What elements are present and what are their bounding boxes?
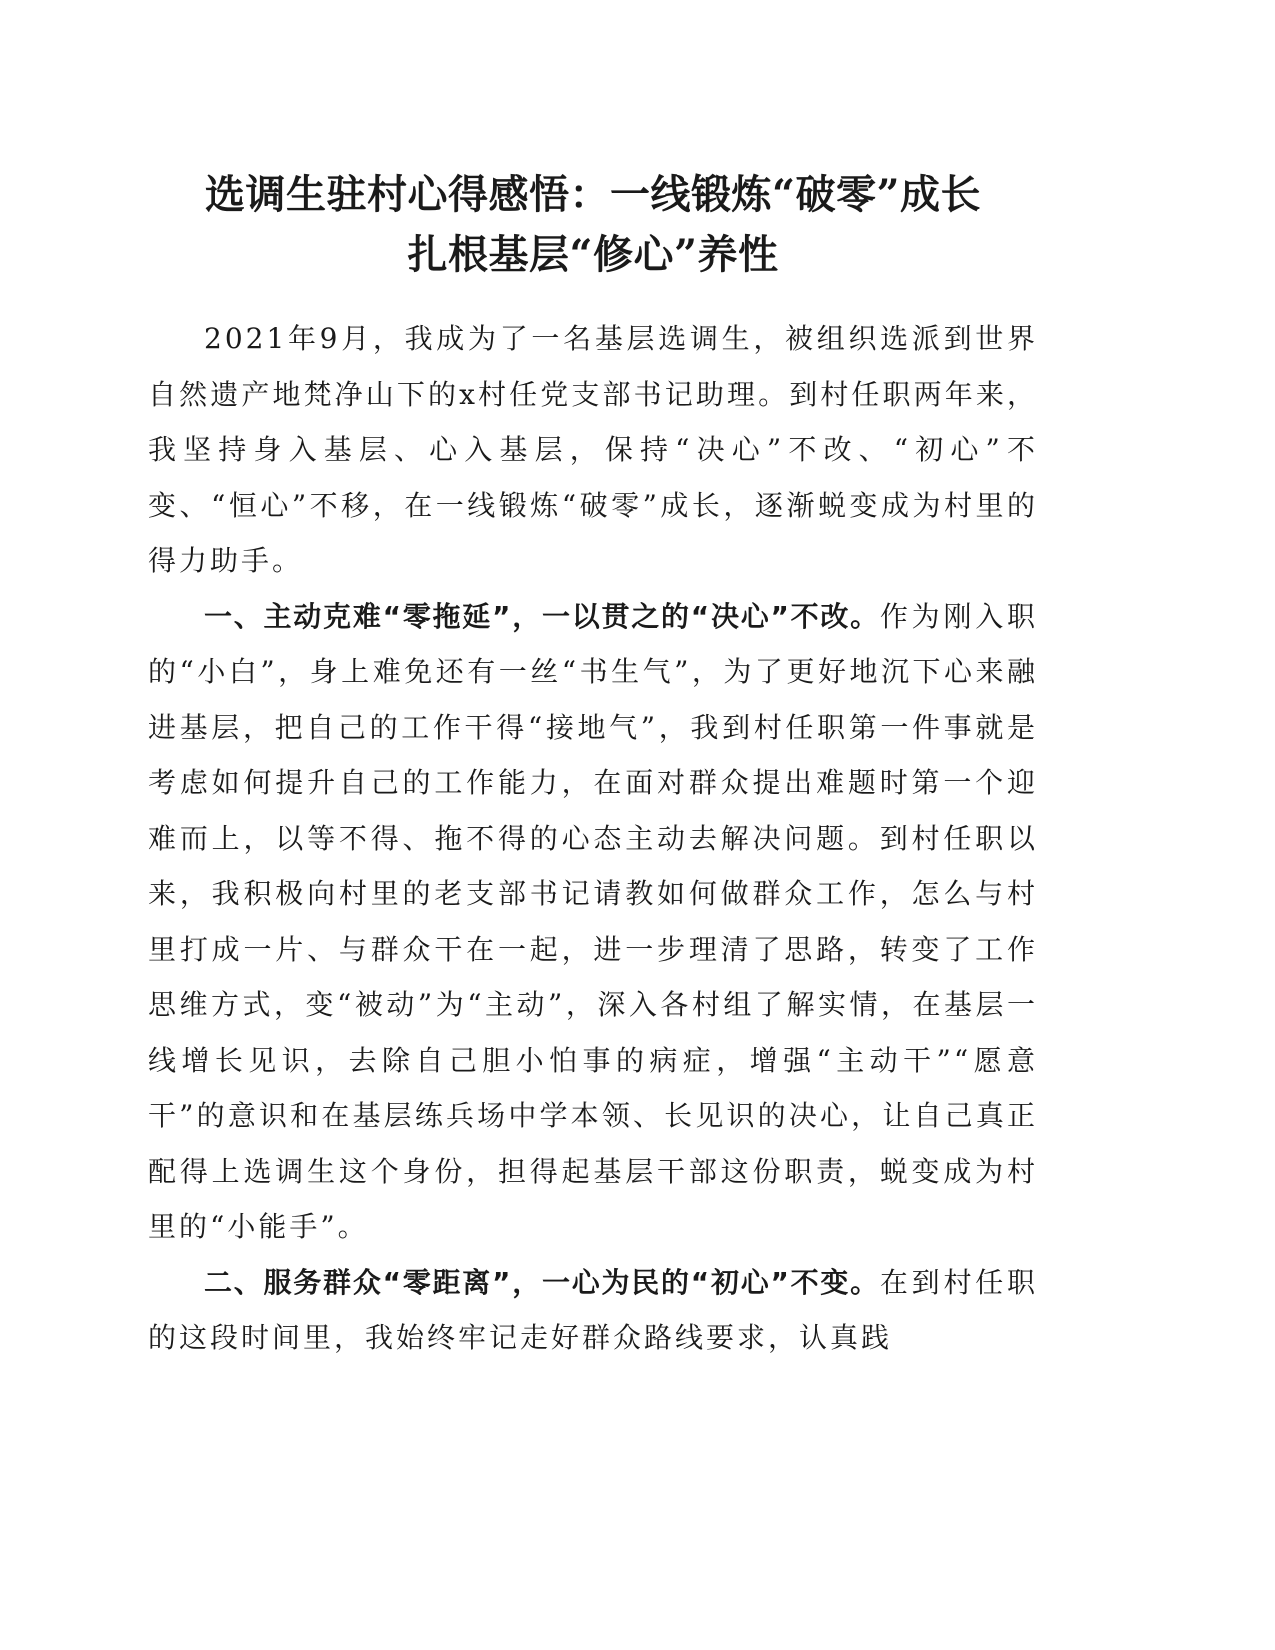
section-2-paragraph	[148, 1255, 1038, 1366]
section-1-heading: 一、主动克难“零拖延”，一以贯之的“决心”不改。	[204, 599, 880, 633]
section-2-body: 在到村任职的这段时间里，我始终牢记走好群众路线要求，认真践	[148, 1265, 1038, 1354]
document-title	[148, 165, 1038, 285]
intro-paragraph: 2021年9月，我成为了一名基层选调生，被组织选派到世界自然遗产地梵净山下的x村任党支部书记助理。到村任职两年来，我坚持身入基层、心入基层，保持“决心”不改、“初心”不变、“恒心”不移，在一线锻炼“破零”成长，逐渐蜕变成为村里的得力助手。	[148, 322, 1038, 577]
section-1-body: 作为刚入职的“小白”，身上难免还有一丝“书生气”，为了更好地沉下心来融进基层，把自己的工作干得“接地气”，我到村任职第一件事就是考虑如何提升自己的工作能力，在面对群众提出难题时第一个迎难而上，以等不得、拖不得的心态主动去解决问题。到村任职以来，我积极向村里的老支部书记请教如何做群众工作，怎么与村里打成一片、与群众干在一起，进一步理清了思路，转变了工作思维方式，变“被动”为“主动”，深入各村组了解实情，在基层一线增长见识，去除自己胆小怕事的病症，增强“主动干”“愿意干”的意识和在基层练兵场中学本领、长见识的决心，让自己真正配得上选调生这个身份，担得起基层干部这份职责，蜕变成为村里的“小能手”。	[148, 599, 1038, 1243]
document-page	[148, 165, 1038, 1366]
title-line-1: 选调生驻村心得感悟：一线锻炼“破零”成长	[204, 171, 981, 218]
title-line-2: 扎根基层“修心”养性	[407, 231, 779, 278]
section-1-paragraph	[148, 589, 1038, 1255]
document-body	[148, 311, 1038, 1366]
section-2-heading: 二、服务群众“零距离”，一心为民的“初心”不变。	[204, 1265, 880, 1299]
